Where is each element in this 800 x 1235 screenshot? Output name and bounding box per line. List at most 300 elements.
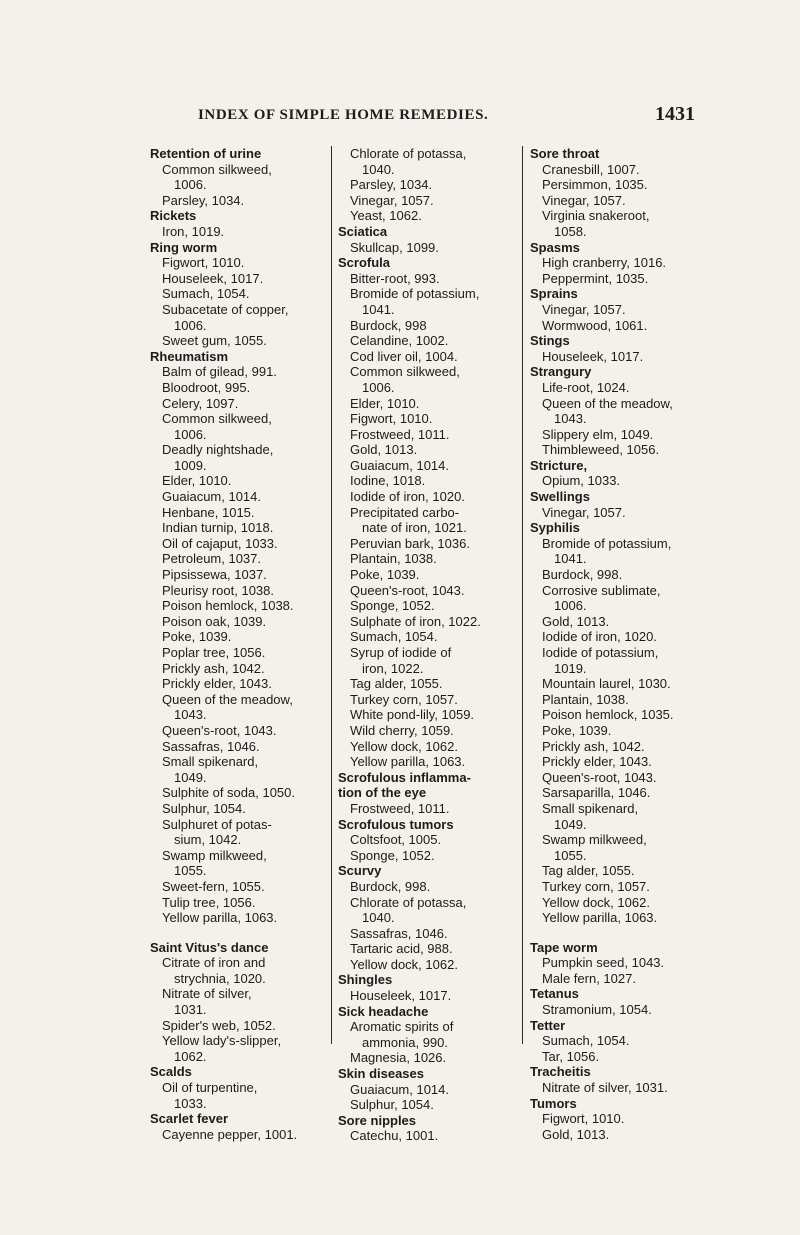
index-heading: Tracheitis [530, 1064, 591, 1080]
index-entry [530, 910, 702, 926]
index-entry [150, 364, 324, 380]
index-entry [530, 955, 702, 971]
entry-text: Cranesbill, 1007. [542, 161, 640, 177]
entry-text: Tag alder, 1055. [350, 676, 443, 692]
index-group [150, 1111, 324, 1142]
index-entry [530, 162, 702, 178]
entry-text: Prickly ash, 1042. [542, 738, 645, 754]
entry-text: Yellow dock, 1062. [350, 738, 458, 754]
entry-text: Burdock, 998. [542, 567, 623, 583]
index-group [338, 863, 514, 972]
index-entry [150, 879, 324, 895]
index-heading: Syphilis [530, 520, 580, 536]
index-entry [338, 364, 514, 395]
index-entry [338, 1128, 514, 1144]
entry-text: Bromide of potassium, [542, 535, 672, 551]
entry-text: Peruvian bark, 1036. [350, 535, 470, 551]
index-entry [530, 614, 702, 630]
entry-text: Wormwood, 1061. [542, 317, 648, 333]
index-entry [530, 832, 702, 863]
index-entry [150, 895, 324, 911]
entry-text: Poplar tree, 1056. [162, 645, 266, 660]
index-entry [530, 785, 702, 801]
index-entry [150, 986, 324, 1017]
page-number: 1431 [655, 103, 695, 125]
index-entry [338, 723, 514, 739]
entry-text: Guaiacum, 1014. [162, 489, 262, 505]
entry-text: Slippery elm, 1049. [542, 426, 654, 442]
entry-text: Subacetate of copper, [162, 301, 289, 317]
index-entry [530, 1033, 702, 1049]
entry-text-continued: 1040. [362, 161, 395, 177]
index-entry [338, 271, 514, 287]
entry-text: Queen of the meadow, [542, 395, 673, 411]
index-entry [530, 1111, 702, 1127]
entry-text: Sulphite of soda, 1050. [162, 785, 295, 801]
index-entry [150, 785, 324, 801]
entry-text: Frostweed, 1011. [350, 800, 450, 816]
entry-text: Figwort, 1010. [542, 1111, 625, 1127]
entry-text: Figwort, 1010. [350, 411, 433, 427]
index-entry [338, 801, 514, 817]
entry-text: Gold, 1013. [350, 442, 418, 458]
index-heading: Saint Vitus's dance [150, 939, 269, 955]
index-entry [530, 349, 702, 365]
entry-text: Burdock, 998. [350, 878, 431, 894]
index-heading: Tetanus [530, 986, 579, 1002]
entry-text: Sumach, 1054. [162, 286, 250, 302]
index-entry [150, 193, 324, 209]
entry-text: Turkey corn, 1057. [350, 691, 458, 707]
index-group [150, 240, 324, 349]
index-entry [338, 286, 514, 317]
entry-text: Sumach, 1054. [542, 1033, 630, 1049]
index-entry [150, 754, 324, 785]
index-entry [530, 318, 702, 334]
entry-text-continued: 1006. [362, 379, 395, 395]
entry-text: White pond-lily, 1059. [350, 707, 475, 723]
index-entry [338, 598, 514, 614]
index-entry [150, 1080, 324, 1111]
entry-text: Poke, 1039. [542, 722, 612, 738]
entry-text: Nitrate of silver, 1031. [542, 1080, 668, 1096]
column-divider [331, 146, 332, 1044]
index-heading: Sore throat [530, 146, 600, 161]
index-heading: Swellings [530, 489, 590, 505]
index-heading: Sciatica [338, 223, 388, 239]
entry-text-continued: iron, 1022. [362, 660, 424, 676]
entry-text: Mountain laurel, 1030. [542, 676, 671, 692]
index-entry [530, 302, 702, 318]
index-entry [150, 286, 324, 302]
index-group [530, 489, 702, 520]
entry-text: Indian turnip, 1018. [162, 520, 274, 536]
index-entry [150, 536, 324, 552]
entry-text-continued: 1055. [174, 863, 207, 879]
index-group [150, 349, 324, 926]
index-entry [150, 520, 324, 536]
index-entry [338, 536, 514, 552]
index-entry [530, 645, 702, 676]
index-entry [150, 271, 324, 287]
index-entry [530, 473, 702, 489]
entry-text: Poison hemlock, 1035. [542, 707, 674, 723]
index-group [338, 146, 514, 224]
index-heading: Scrofula [338, 255, 391, 271]
index-entry [150, 645, 324, 661]
index-entry [530, 271, 702, 287]
entry-text-continued: 1043. [554, 411, 587, 427]
entry-text: Houseleek, 1017. [542, 348, 644, 364]
index-group [338, 1113, 514, 1144]
entry-text: Opium, 1033. [542, 473, 621, 489]
entry-text: Common silkweed, [162, 161, 272, 177]
index-group [338, 817, 514, 864]
entry-text-continued: 1041. [362, 301, 395, 317]
index-entry [338, 193, 514, 209]
entry-text-continued: 1062. [174, 1048, 207, 1064]
index-group [530, 1064, 702, 1095]
entry-text: Sassafras, 1046. [350, 925, 448, 941]
index-entry [150, 1127, 324, 1143]
index-entry [338, 146, 514, 177]
index-entry [338, 473, 514, 489]
index-entry [150, 333, 324, 349]
entry-text-continued: 1006. [174, 426, 207, 442]
entry-text: Prickly elder, 1043. [162, 676, 272, 692]
entry-text: Sulphur, 1054. [350, 1097, 434, 1113]
entry-text: Yellow dock, 1062. [542, 894, 650, 910]
entry-text: Yellow dock, 1062. [350, 956, 458, 972]
index-entry [150, 551, 324, 567]
entry-text: Tulip tree, 1056. [162, 894, 256, 910]
index-entry [530, 692, 702, 708]
index-entry [530, 427, 702, 443]
index-entry [338, 583, 514, 599]
index-group [150, 1064, 324, 1111]
index-entry [338, 614, 514, 630]
entry-text: Spider's web, 1052. [162, 1017, 276, 1033]
entry-text: Syrup of iodide of [350, 645, 452, 660]
index-entry [150, 910, 324, 926]
entry-text: Celandine, 1002. [350, 333, 449, 349]
index-entry [530, 255, 702, 271]
entry-text-continued: ammonia, 990. [362, 1034, 448, 1050]
entry-text: Vinegar, 1057. [542, 504, 626, 520]
entry-text: Pipsissewa, 1037. [162, 567, 267, 583]
index-entry [150, 255, 324, 271]
index-entry [530, 801, 702, 832]
entry-text: Iron, 1019. [162, 223, 225, 239]
index-entry [338, 754, 514, 770]
entry-text: Stramonium, 1054. [542, 1002, 652, 1018]
entry-text: Poke, 1039. [350, 567, 420, 583]
index-heading: Scrofulous tumors [338, 816, 454, 832]
entry-text: Guaiacum, 1014. [350, 457, 450, 473]
entry-text: Elder, 1010. [162, 473, 232, 489]
index-entry [530, 583, 702, 614]
index-entry [338, 396, 514, 412]
entry-text: Bromide of potassium, [350, 286, 480, 302]
index-entry [530, 1049, 702, 1065]
index-heading-continued: tion of the eye [338, 785, 427, 801]
index-entry [338, 489, 514, 505]
entry-text: Poison hemlock, 1038. [162, 598, 294, 614]
index-group [150, 940, 324, 1065]
index-entry [530, 1002, 702, 1018]
index-entry [338, 240, 514, 256]
entry-text: High cranberry, 1016. [542, 255, 667, 271]
index-group [338, 972, 514, 1003]
entry-text: Parsley, 1034. [350, 177, 433, 193]
entry-text: Yellow lady's-slipper, [162, 1033, 282, 1049]
index-heading: Shingles [338, 972, 393, 988]
entry-text-continued: 1006. [554, 598, 587, 614]
entry-text: Bitter-root, 993. [350, 270, 440, 286]
index-entry [338, 567, 514, 583]
entry-text: Coltsfoot, 1005. [350, 832, 442, 848]
entry-text: Common silkweed, [350, 364, 460, 380]
index-heading: Tumors [530, 1095, 577, 1111]
entry-text: Frostweed, 1011. [350, 426, 450, 442]
index-entry [150, 1033, 324, 1064]
entry-text: Henbane, 1015. [162, 504, 255, 520]
index-entry [338, 427, 514, 443]
index-entry [530, 739, 702, 755]
entry-text: Sarsaparilla, 1046. [542, 785, 651, 801]
entry-text: Cod liver oil, 1004. [350, 348, 458, 364]
entry-text: Houseleek, 1017. [350, 988, 452, 1004]
page-title: INDEX OF SIMPLE HOME REMEDIES. [198, 107, 489, 123]
section-gap [150, 926, 324, 940]
index-heading: Retention of urine [150, 146, 262, 161]
index-entry [150, 739, 324, 755]
index-entry [530, 895, 702, 911]
index-entry [150, 848, 324, 879]
index-heading: Strangury [530, 364, 592, 380]
page-header [150, 103, 695, 137]
section-gap [530, 926, 702, 940]
index-entry [338, 879, 514, 895]
index-group [530, 240, 702, 287]
entry-text: Persimmon, 1035. [542, 177, 648, 193]
entry-text: Common silkweed, [162, 411, 272, 427]
entry-text: Thimbleweed, 1056. [542, 442, 660, 458]
entry-text: Iodide of iron, 1020. [542, 629, 657, 645]
index-entry [150, 661, 324, 677]
index-entry [530, 971, 702, 987]
entry-text: Iodide of iron, 1020. [350, 489, 465, 505]
index-entry [530, 1127, 702, 1143]
entry-text-continued: 1041. [554, 551, 587, 567]
index-heading: Rheumatism [150, 348, 229, 364]
entry-text: Queen's-root, 1043. [350, 582, 465, 598]
entry-text: Chlorate of potassa, [350, 894, 467, 910]
index-entry [338, 1019, 514, 1050]
entry-text: Corrosive sublimate, [542, 582, 661, 598]
index-group [530, 458, 702, 489]
index-entry [150, 505, 324, 521]
index-entry [530, 676, 702, 692]
index-entry [150, 614, 324, 630]
entry-text: Iodine, 1018. [350, 473, 426, 489]
entry-text: Peppermint, 1035. [542, 270, 649, 286]
entry-text: Citrate of iron and [162, 955, 266, 971]
column-divider [522, 146, 523, 1044]
index-group [530, 364, 702, 458]
index-entry [338, 1050, 514, 1066]
index-heading: Skin diseases [338, 1066, 424, 1082]
entry-text: Tag alder, 1055. [542, 863, 635, 879]
index-entry [150, 598, 324, 614]
index-group [338, 770, 514, 817]
index-group [530, 520, 702, 925]
index-entry [150, 380, 324, 396]
entry-text: Sulphuret of potas- [162, 816, 272, 832]
entry-text: Pumpkin seed, 1043. [542, 955, 665, 971]
index-entry [150, 411, 324, 442]
index-entry [338, 832, 514, 848]
index-entry [150, 692, 324, 723]
index-group [150, 146, 324, 208]
index-entry [150, 955, 324, 986]
entry-text: Cayenne pepper, 1001. [162, 1126, 298, 1142]
index-entry [530, 208, 702, 239]
index-entry [530, 193, 702, 209]
entry-text-continued: 1033. [174, 1095, 207, 1111]
entry-text: Aromatic spirits of [350, 1019, 454, 1035]
index-entry [338, 941, 514, 957]
index-heading: Rickets [150, 208, 197, 224]
index-group [530, 146, 702, 240]
index-group [338, 1004, 514, 1066]
index-entry [530, 707, 702, 723]
entry-text: Small spikenard, [162, 754, 259, 770]
entry-text-continued: nate of iron, 1021. [362, 520, 467, 536]
entry-text: Vinegar, 1057. [542, 192, 626, 208]
index-column-1 [150, 146, 324, 1142]
entry-text: Life-root, 1024. [542, 379, 630, 395]
entry-text: Nitrate of silver, [162, 986, 252, 1002]
entry-text: Figwort, 1010. [162, 255, 245, 271]
entry-text-continued: 1006. [174, 177, 207, 193]
index-entry [150, 473, 324, 489]
index-entry [150, 1018, 324, 1034]
entry-text: Gold, 1013. [542, 1126, 610, 1142]
index-group [530, 940, 702, 987]
entry-text: Virginia snakeroot, [542, 208, 650, 224]
entry-text: Yellow parilla, 1063. [350, 754, 466, 770]
entry-text-continued: 1031. [174, 1002, 207, 1018]
entry-text: Turkey corn, 1057. [542, 878, 650, 894]
entry-text: Sassafras, 1046. [162, 738, 260, 754]
index-entry [338, 895, 514, 926]
index-entry [338, 739, 514, 755]
index-entry [530, 1080, 702, 1096]
index-column-2 [338, 146, 514, 1144]
entry-text: Elder, 1010. [350, 395, 420, 411]
index-heading: Ring worm [150, 239, 218, 255]
index-entry [338, 1082, 514, 1098]
entry-text-continued: 1049. [554, 816, 587, 832]
index-entry [150, 629, 324, 645]
index-heading: Sore nipples [338, 1112, 417, 1128]
entry-text: Queen's-root, 1043. [542, 769, 657, 785]
index-entry [338, 692, 514, 708]
entry-text: Sponge, 1052. [350, 847, 435, 863]
index-entry [338, 208, 514, 224]
entry-text: Small spikenard, [542, 800, 639, 816]
index-entry [530, 442, 702, 458]
index-entry [338, 957, 514, 973]
index-group [150, 208, 324, 239]
index-entry [338, 848, 514, 864]
index-entry [338, 676, 514, 692]
entry-text: Pleurisy root, 1038. [162, 582, 275, 598]
entry-text: Vinegar, 1057. [542, 301, 626, 317]
entry-text-continued: 1040. [362, 910, 395, 926]
entry-text: Poke, 1039. [162, 629, 232, 645]
index-heading: Scarlet fever [150, 1111, 229, 1127]
entry-text: Burdock, 998 [350, 317, 427, 333]
entry-text: Iodide of potassium, [542, 645, 659, 660]
entry-text: Deadly nightshade, [162, 442, 274, 458]
entry-text-continued: 1049. [174, 769, 207, 785]
index-group [530, 286, 702, 333]
index-heading: Sprains [530, 286, 578, 302]
index-group [530, 1018, 702, 1065]
entry-text: Tar, 1056. [542, 1048, 600, 1064]
entry-text: Oil of turpentine, [162, 1080, 258, 1096]
entry-text: Plantain, 1038. [350, 551, 437, 567]
index-entry [338, 318, 514, 334]
index-group [530, 1096, 702, 1143]
index-entry [338, 707, 514, 723]
entry-text-continued: sium, 1042. [174, 832, 242, 848]
index-group [338, 255, 514, 770]
index-heading: Scurvy [338, 863, 382, 879]
entry-text: Oil of cajaput, 1033. [162, 535, 278, 551]
index-entry [338, 1097, 514, 1113]
index-entry [338, 349, 514, 365]
entry-text: Sweet-fern, 1055. [162, 878, 265, 894]
index-heading: Stricture, [530, 457, 588, 473]
entry-text: Sulphur, 1054. [162, 800, 246, 816]
index-group [530, 333, 702, 364]
index-heading: Tape worm [530, 939, 598, 955]
index-entry [530, 879, 702, 895]
entry-text: Wild cherry, 1059. [350, 722, 454, 738]
index-group [530, 986, 702, 1017]
index-heading: Scrofulous inflamma- [338, 769, 471, 785]
entry-text: Poison oak, 1039. [162, 613, 267, 629]
entry-text-continued: strychnia, 1020. [174, 970, 266, 986]
index-entry [530, 396, 702, 427]
index-entry [338, 442, 514, 458]
index-entry [338, 551, 514, 567]
entry-text: Parsley, 1034. [162, 192, 245, 208]
index-entry [150, 224, 324, 240]
index-entry [530, 505, 702, 521]
entry-text-continued: 1043. [174, 707, 207, 723]
entry-text: Catechu, 1001. [350, 1128, 439, 1144]
entry-text: Celery, 1097. [162, 395, 239, 411]
index-heading: Spasms [530, 239, 580, 255]
index-entry [530, 723, 702, 739]
index-entry [338, 988, 514, 1004]
index-entry [150, 817, 324, 848]
entry-text: Yeast, 1062. [350, 208, 422, 224]
